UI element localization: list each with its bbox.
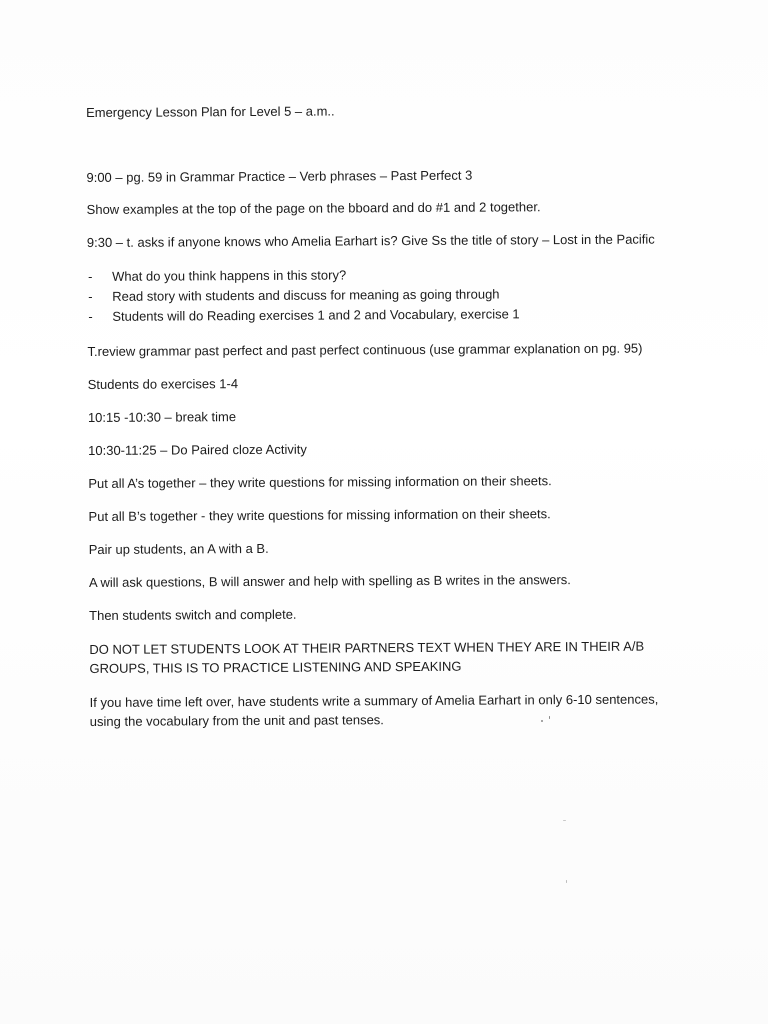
examples-instruction: Show examples at the top of the page on the bboard and do #1 and 2 together. [86,199,541,217]
group-a-instruction: Put all A’s together – they write questions for missing information on their sheets. [88,473,552,491]
document-title: Emergency Lesson Plan for Level 5 – a.m.. [86,103,335,120]
list-item [87,304,687,328]
bullet-dash: - [88,288,93,304]
bullet-dash: - [88,268,93,284]
schedule-break: 10:15 -10:30 – break time [87,409,237,425]
list-item-text: Students will do Reading exercises 1 and 2 and Vocabulary, exercise 1 [112,306,520,324]
scan-speck [566,880,567,883]
question-instruction: A will ask questions, B will answer and help with spelling as B writes in the answers. [88,572,571,590]
extra-activity: If you have time left over, have students write a summary of Amelia Earhart in only 6-10 sentences, using the vocabulary from the unit and past tenses. [89,691,659,729]
list-item-text: What do you think happens in this story? [112,267,347,284]
scan-speck [541,720,543,722]
scan-speck [549,716,550,719]
schedule-cloze: 10:30-11:25 – Do Paired cloze Activity [88,441,307,458]
schedule-9-30: 9:30 – t. asks if anyone knows who Amelia Earhart is? Give Ss the title of story – Lost in the Pacific [86,231,655,250]
switch-instruction: Then students switch and complete. [89,606,297,623]
warning-note: DO NOT LET STUDENTS LOOK AT THEIR PARTNERS TEXT WHEN THEY ARE IN THEIR A/B GROUPS, THIS IS TO PRACTICE LISTENING AND SPEAKING [89,638,645,676]
scan-speck [563,820,566,821]
lesson-plan-text [86,100,690,744]
schedule-9-00: 9:00 – pg. 59 in Grammar Practice – Verb phrases – Past Perfect 3 [86,167,473,185]
list-item-text: Read story with students and discuss for meaning as going through [112,286,500,304]
bullet-dash: - [88,308,93,324]
group-b-instruction: Put all B’s together - they write questions for missing information on their sheets. [88,506,551,524]
grammar-review: T.review grammar past perfect and past perfect continuous (use grammar explanation on pg. 95) [87,340,643,359]
activity-list [87,264,687,328]
pairing-instruction: Pair up students, an A with a B. [88,540,269,557]
exercises-instruction: Students do exercises 1-4 [87,376,239,392]
